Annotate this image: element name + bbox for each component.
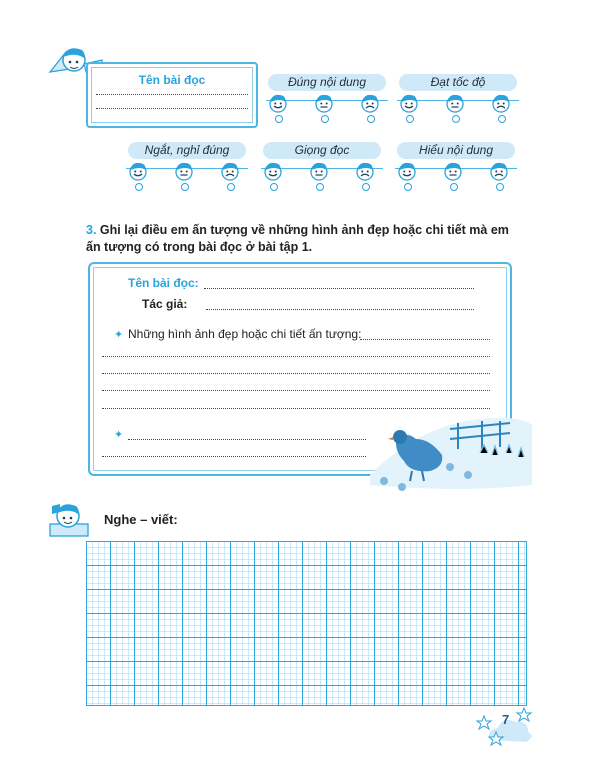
- exercise-number: 3.: [86, 223, 97, 237]
- reading-title-box: [86, 62, 258, 128]
- answer-line[interactable]: [102, 390, 490, 391]
- rating-circle[interactable]: [275, 115, 283, 123]
- writing-grid[interactable]: [86, 541, 527, 706]
- criterion-pausing: [126, 142, 248, 190]
- answer-line[interactable]: [102, 456, 366, 457]
- bullet-icon: ✦: [114, 329, 124, 341]
- criterion-label: Giọng đọc: [263, 142, 381, 159]
- reading-title-label: Tên bài đọc:: [128, 276, 199, 290]
- criterion-voice: [261, 142, 383, 190]
- listen-write-label: Nghe – viết:: [104, 512, 178, 527]
- sad-face-icon: [355, 161, 375, 181]
- sad-face-icon: [489, 161, 509, 181]
- answer-line[interactable]: [96, 94, 248, 95]
- rating-circle[interactable]: [452, 115, 460, 123]
- neutral-face-icon: [174, 161, 194, 181]
- rating-circle[interactable]: [321, 115, 329, 123]
- images-label: Những hình ảnh đẹp hoặc chi tiết ấn tượng:: [128, 327, 362, 341]
- smile-face-icon: [399, 93, 419, 113]
- exercise-text: Ghi lại điều em ấn tượng về những hình ảnh đẹp hoặc chi tiết mà em ấn tượng có trong bài đọc ở bài tập 1.: [86, 223, 509, 254]
- smile-face-icon: [263, 161, 283, 181]
- rating-circle[interactable]: [404, 183, 412, 191]
- criterion-reading-speed: [397, 74, 519, 122]
- sad-face-icon: [360, 93, 380, 113]
- rating-circle[interactable]: [496, 183, 504, 191]
- writing-boy-icon: [46, 500, 94, 540]
- answer-line[interactable]: [96, 108, 248, 109]
- neutral-face-icon: [314, 93, 334, 113]
- exercise-3-prompt: [86, 222, 526, 256]
- answer-line[interactable]: [204, 288, 474, 289]
- rating-circle[interactable]: [450, 183, 458, 191]
- rating-circle[interactable]: [362, 183, 370, 191]
- rating-circle[interactable]: [135, 183, 143, 191]
- criterion-label: Đúng nội dung: [268, 74, 386, 91]
- rating-circle[interactable]: [270, 183, 278, 191]
- rating-circle[interactable]: [316, 183, 324, 191]
- criterion-comprehension: [395, 142, 517, 190]
- page-number-badge: [476, 706, 538, 748]
- criterion-label: Ngắt, nghỉ đúng: [128, 142, 246, 159]
- answer-line[interactable]: [102, 373, 490, 374]
- smile-face-icon: [268, 93, 288, 113]
- sad-face-icon: [491, 93, 511, 113]
- author-label: Tác giả:: [142, 297, 188, 311]
- reading-title-label: Tên bài đọc: [138, 73, 206, 87]
- bullet-icon: ✦: [114, 429, 124, 441]
- rating-circle[interactable]: [367, 115, 375, 123]
- neutral-face-icon: [443, 161, 463, 181]
- hen-illustration: [360, 405, 535, 495]
- rating-circle[interactable]: [181, 183, 189, 191]
- criterion-label: Hiểu nội dung: [397, 142, 515, 159]
- neutral-face-icon: [309, 161, 329, 181]
- rating-circle[interactable]: [498, 115, 506, 123]
- answer-line[interactable]: [206, 309, 474, 310]
- answer-line[interactable]: [360, 339, 490, 340]
- sad-face-icon: [220, 161, 240, 181]
- smile-face-icon: [397, 161, 417, 181]
- smile-face-icon: [128, 161, 148, 181]
- answer-line[interactable]: [128, 439, 366, 440]
- criterion-accurate-content: [266, 74, 388, 122]
- rating-circle[interactable]: [227, 183, 235, 191]
- neutral-face-icon: [445, 93, 465, 113]
- answer-line[interactable]: [102, 356, 490, 357]
- criterion-label: Đạt tốc độ: [399, 74, 517, 91]
- rating-circle[interactable]: [406, 115, 414, 123]
- page-number: 7: [502, 712, 510, 727]
